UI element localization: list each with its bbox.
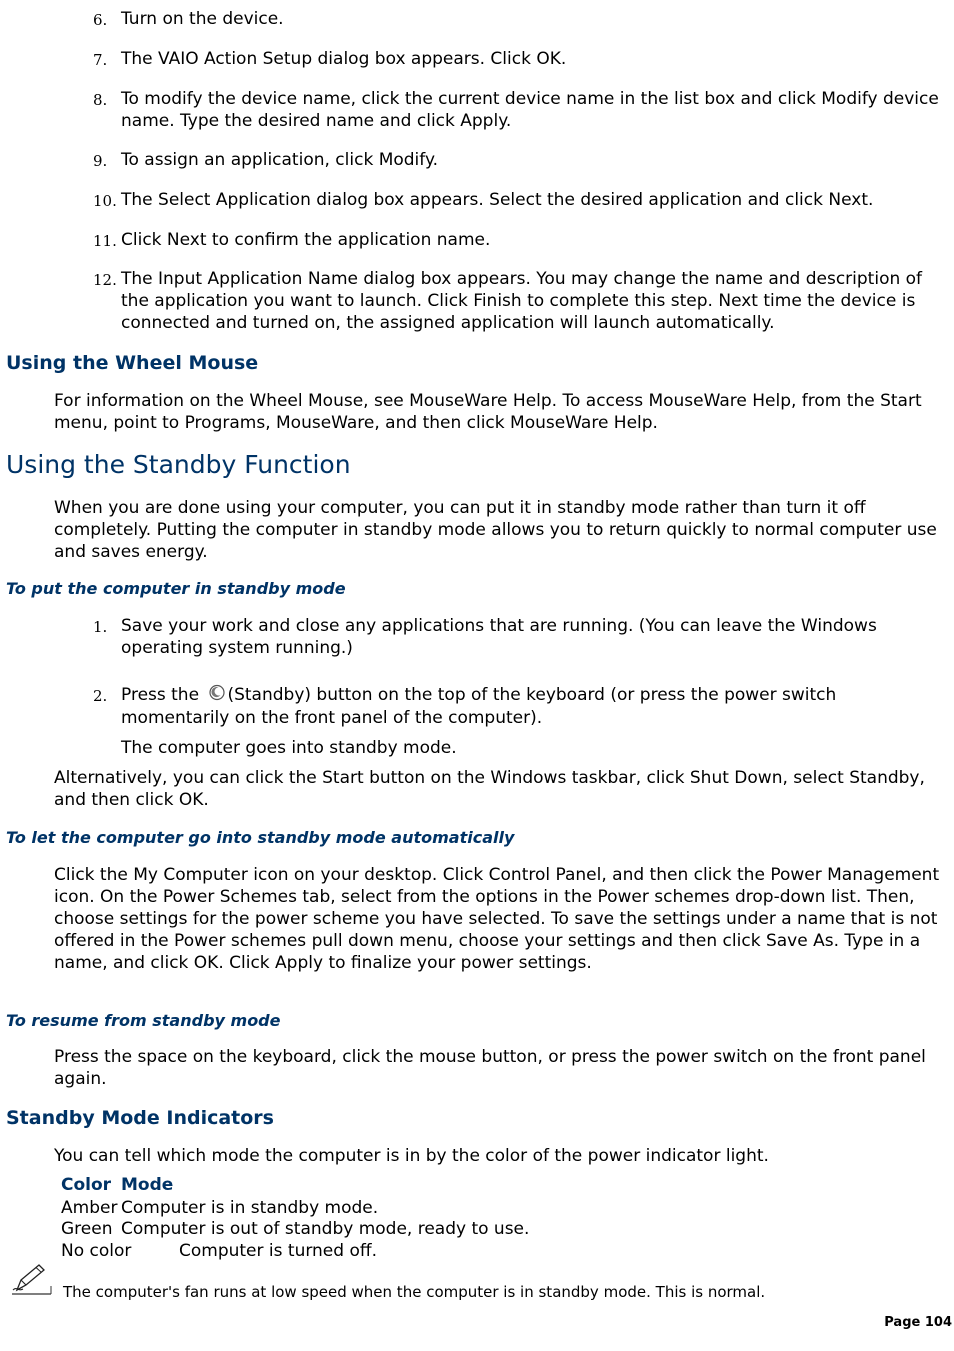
paragraph: Press the space on the keyboard, click the mouse button, or press the power switch on the front panel again. xyxy=(54,1047,926,1089)
step-number: 1. xyxy=(93,618,108,636)
step-number: 8. xyxy=(93,91,108,109)
note-pencil-icon xyxy=(9,1262,55,1302)
page-number: Page 104 xyxy=(884,1315,952,1330)
step-number: 9. xyxy=(93,152,108,170)
paragraph: When you are done using your computer, you can put it in standby mode rather than turn it off completely. Putting the computer in standby mode allows you to return quickly to normal computer use and saves energy. xyxy=(54,498,937,562)
step-number: 2. xyxy=(93,687,108,705)
paragraph: You can tell which mode the computer is in by the color of the power indicator light. xyxy=(54,1146,769,1166)
step-text: To assign an application, click Modify. xyxy=(121,150,438,170)
step-text: The Input Application Name dialog box appears. You may change the name and description of the application you want to launch. Click Finish to complete this step. Next time the device is connected and turned on, the assigned application will launch automatically. xyxy=(121,269,923,333)
section-heading: Using the Wheel Mouse xyxy=(6,352,259,374)
step-text: The VAIO Action Setup dialog box appears. Click OK. xyxy=(121,49,567,69)
step-number: 7. xyxy=(93,51,108,69)
table-cell-mode: Computer is out of standby mode, ready to use. xyxy=(121,1219,530,1239)
table-cell-mode: Computer is in standby mode. xyxy=(121,1198,379,1218)
table-header-color: Color xyxy=(61,1175,112,1195)
step-number: 11. xyxy=(93,232,117,250)
step-number: 6. xyxy=(93,11,108,29)
step-text: Click Next to confirm the application name. xyxy=(121,230,491,250)
paragraph: Alternatively, you can click the Start button on the Windows taskbar, click Shut Down, select Standby, and then click OK. xyxy=(54,768,925,810)
subheading: To resume from standby mode xyxy=(6,1011,281,1030)
step-text: Turn on the device. xyxy=(121,9,284,29)
step-text: Save your work and close any applications that are running. (You can leave the Windows operating system running.) xyxy=(121,616,877,658)
step-number: 12. xyxy=(93,271,117,289)
table-header-mode: Mode xyxy=(121,1175,174,1195)
standby-icon xyxy=(208,684,226,707)
table-cell-mode: Computer is turned off. xyxy=(179,1241,377,1261)
step-result: The computer goes into standby mode. xyxy=(121,738,457,758)
step-text-part: Press the xyxy=(121,685,200,705)
table-cell-color: No color xyxy=(61,1241,132,1261)
section-heading: Standby Mode Indicators xyxy=(6,1107,274,1129)
table-cell-color: Green xyxy=(61,1219,113,1239)
step-text xyxy=(121,684,941,729)
subheading: To let the computer go into standby mode automatically xyxy=(6,828,515,847)
table-cell-color: Amber xyxy=(61,1198,118,1218)
step-number: 10. xyxy=(93,192,117,210)
note-text: The computer's fan runs at low speed when the computer is in standby mode. This is normal. xyxy=(63,1283,766,1301)
step-text: To modify the device name, click the current device name in the list box and click Modify device name. Type the desired name and click Apply. xyxy=(121,89,939,131)
paragraph: For information on the Wheel Mouse, see MouseWare Help. To access MouseWare Help, from the Start menu, point to Programs, MouseWare, and then click MouseWare Help. xyxy=(54,391,922,433)
paragraph: Click the My Computer icon on your desktop. Click Control Panel, and then click the Power Management icon. On the Power Schemes tab, select from the options in the Power schemes drop-down list. Then, choose settings for the power scheme you have selected. To save the settings under a name that is not offered in the Power schemes pull down menu, choose your settings and then click Save As. Type in a name, and click OK. Click Apply to finalize your power settings. xyxy=(54,865,940,973)
step-text-part: (Standby) button on the top of the keyboard (or press the power switch momentarily on the front panel of the computer). xyxy=(121,685,837,728)
subheading: To put the computer in standby mode xyxy=(6,579,346,598)
step-text: The Select Application dialog box appears. Select the desired application and click Next. xyxy=(121,190,874,210)
page-title: Using the Standby Function xyxy=(6,450,351,479)
